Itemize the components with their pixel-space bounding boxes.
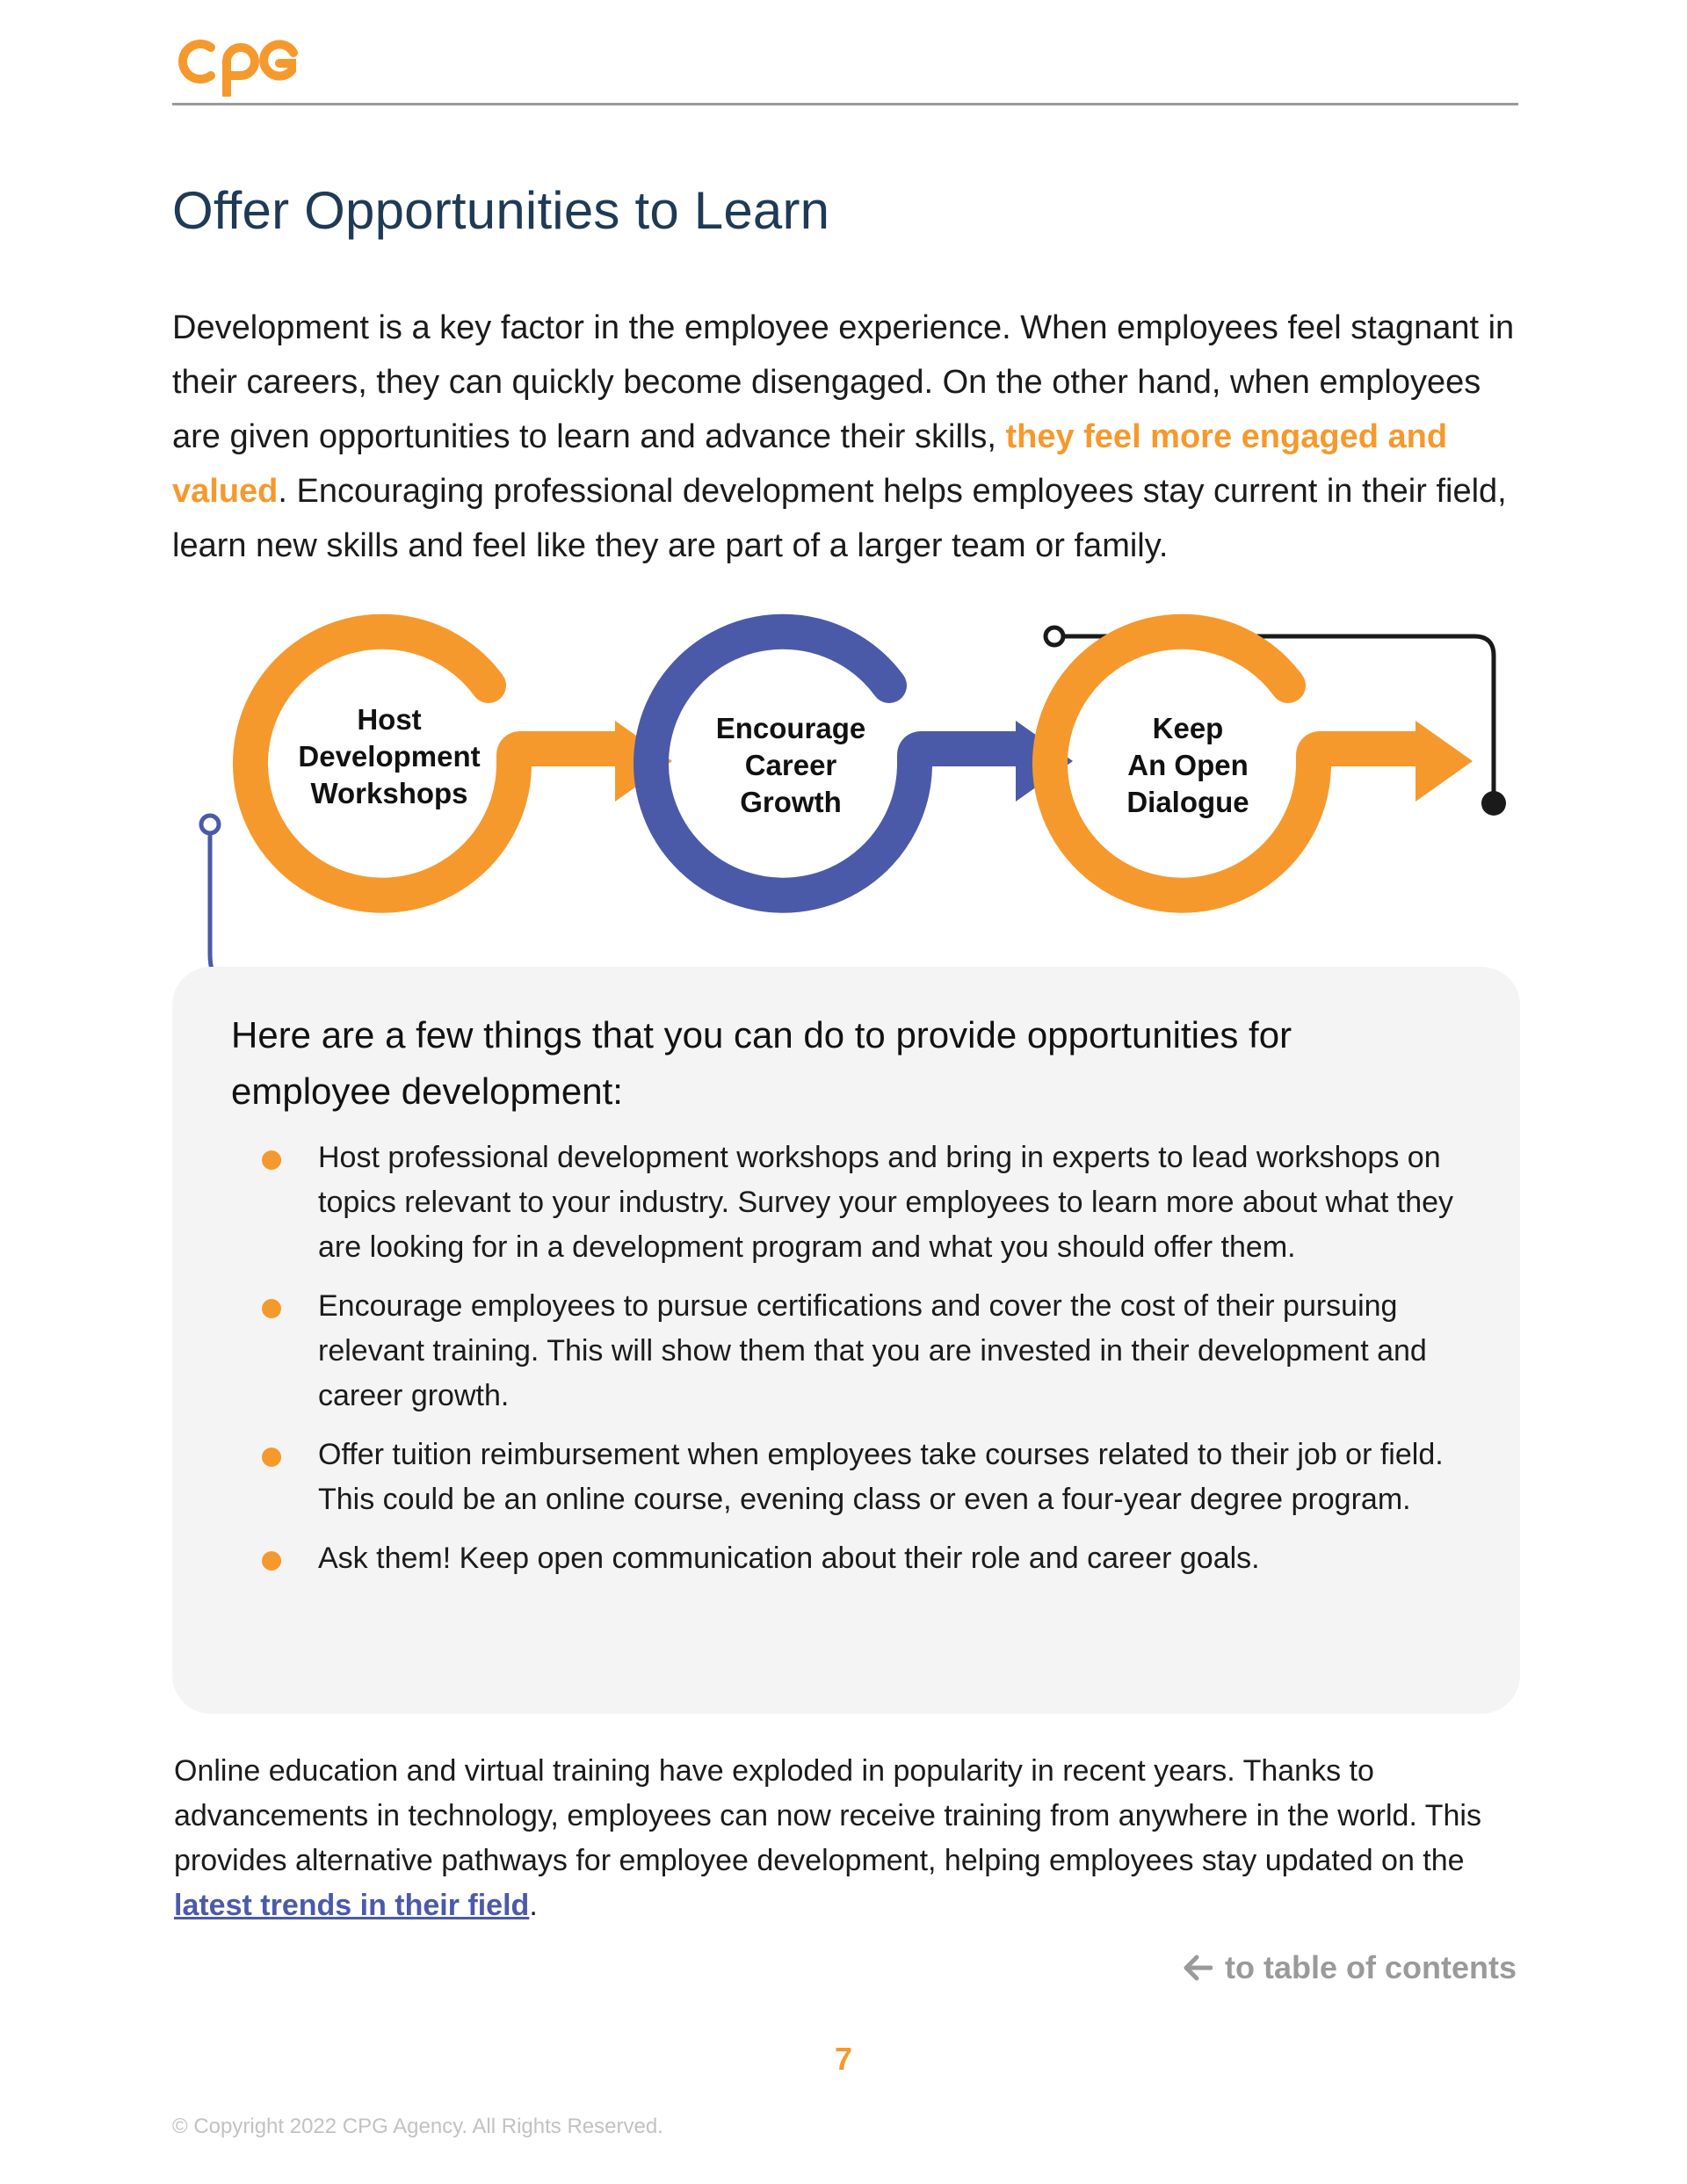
connector-start-dot [201, 816, 219, 833]
list-item-text: Offer tuition reimbursement when employees take courses related to their job or field. This could be an online course, evening class or even a four-year degree program. [318, 1438, 1444, 1516]
copyright-notice: © Copyright 2022 CPG Agency. All Rights Reserved. [172, 2115, 663, 2138]
intro-text-end: . Encouraging professional development helps employees stay current in their field, learn new skills and feel like they are part of a larger team or family. [172, 473, 1507, 564]
bullet-icon [262, 1150, 281, 1170]
step-1-label-line-1: Host [357, 703, 422, 736]
list-item-text: Ask them! Keep open communication about their role and career goals. [318, 1542, 1260, 1575]
page-title: Offer Opportunities to Learn [172, 181, 830, 240]
outro-text: Online education and virtual training have exploded in popularity in recent years. Thanks to advancements in technology, employees can now receive training from anywhere in the world. This provides alternative pathways for employee development, helping employees stay updated on the [174, 1754, 1481, 1877]
bullet-icon [262, 1551, 281, 1571]
step-2-ring [651, 632, 1073, 896]
step-2-label-line-1: Encourage [715, 712, 866, 744]
bullet-icon [262, 1448, 281, 1467]
logo-text: CPG [172, 26, 175, 27]
header-divider [172, 103, 1518, 105]
tips-heading: Here are a few things that you can do to provide opportunities for employee development: [231, 1014, 1292, 1112]
arrow-left-icon [1183, 1955, 1213, 1981]
list-item [262, 1536, 1466, 1581]
tips-list [262, 1136, 1466, 1595]
cpg-logo [172, 26, 304, 97]
intro-paragraph [172, 301, 1525, 573]
step-2-label-line-3: Growth [740, 786, 842, 818]
connector-start-dot [1046, 628, 1063, 645]
connector-end-dot [1481, 791, 1506, 816]
intro-text: Development is a key factor in the employee experience. When employees feel stagnant in their careers, they can quickly become disengaged. On the other hand, when employees are given opportunities to learn and advance their skills, [172, 309, 1515, 455]
latest-trends-link[interactable]: latest trends in their field [174, 1889, 530, 1922]
list-item [262, 1433, 1466, 1522]
page-number: 7 [834, 2041, 853, 2077]
list-item [262, 1136, 1466, 1270]
step-3-label-line-3: Dialogue [1126, 786, 1249, 818]
intro-highlight: they feel more engaged and valued [172, 418, 1448, 510]
outro-text-end: . [529, 1889, 538, 1922]
step-3-ring [1050, 632, 1473, 896]
step-1-label-line-2: Development [298, 740, 481, 773]
step-3-label-line-2: An Open [1127, 749, 1249, 781]
step-3-label-line-1: Keep [1152, 712, 1224, 744]
step-2-label-line-2: Career [744, 749, 837, 781]
step-1-label-line-3: Workshops [310, 777, 468, 809]
table-of-contents-link[interactable] [1183, 1949, 1517, 1986]
bullet-icon [262, 1299, 281, 1318]
list-item [262, 1284, 1466, 1419]
process-diagram [0, 606, 1687, 1019]
list-item-text: Host professional development workshops and bring in experts to lead workshops on topics relevant to your industry. Survey your employees to learn more about what they are looking for in a development program and what you should offer them. [318, 1141, 1454, 1264]
outro-paragraph [174, 1749, 1527, 1928]
toc-link-label: to table of contents [1225, 1949, 1517, 1985]
list-item-text: Encourage employees to pursue certifications and cover the cost of their pursuing relevant training. This will show them that you are invested in their development and career growth. [318, 1289, 1427, 1412]
